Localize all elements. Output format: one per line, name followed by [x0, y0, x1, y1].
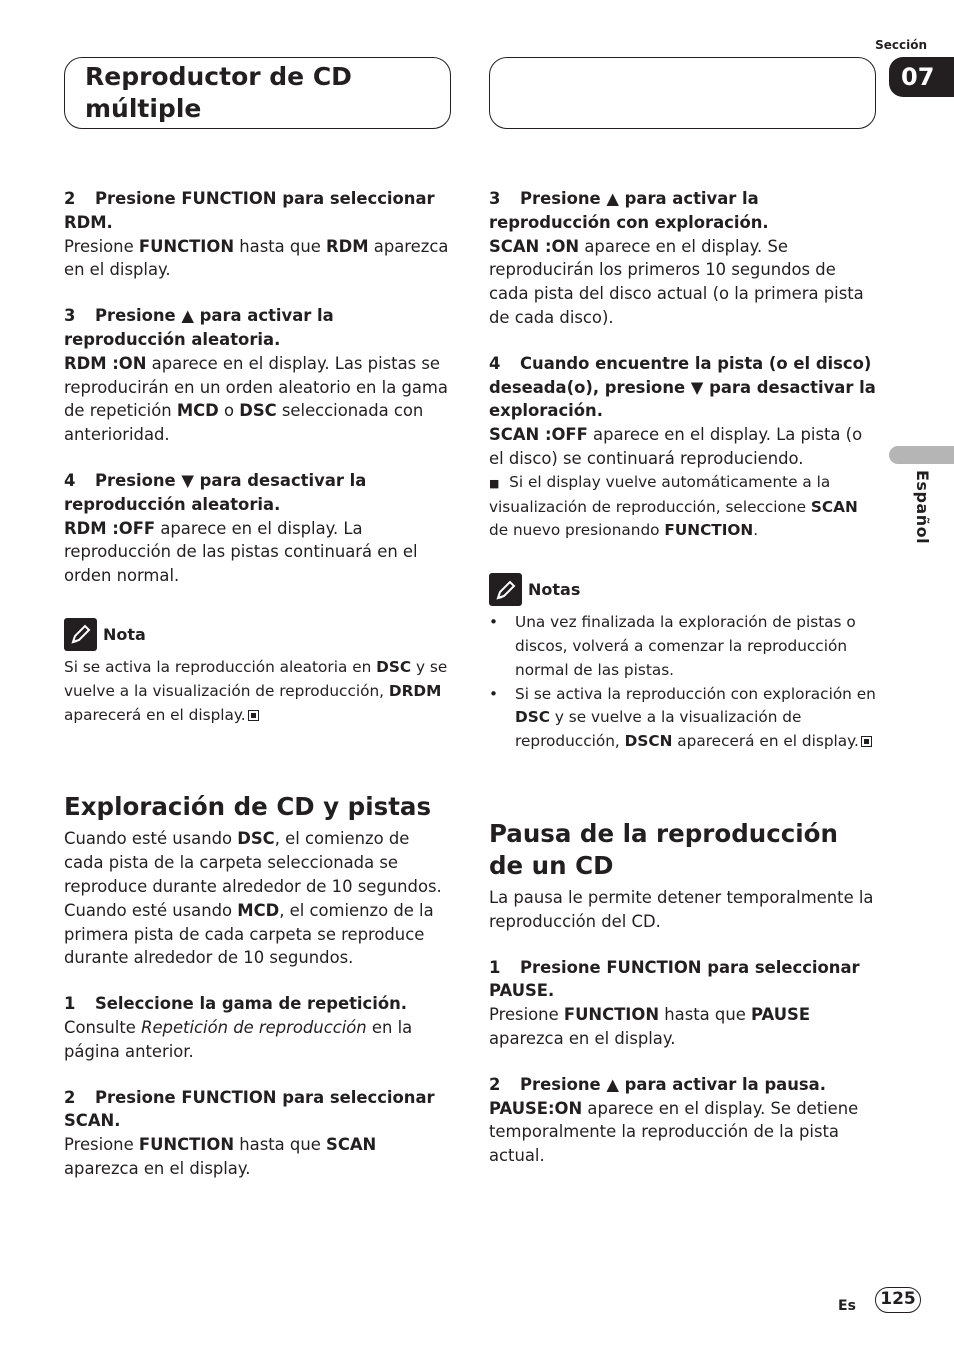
page-title-line1: Reproductor de CD	[85, 62, 352, 91]
left-column	[64, 187, 452, 1181]
step-body: Presione FUNCTION hasta que PAUSE aparezca en el display.	[489, 1005, 811, 1048]
header-title-box	[64, 57, 451, 129]
end-mark-icon	[248, 710, 259, 721]
step-body: SCAN :OFF aparece en el display. La pista (o el disco) se continuará reproduciendo.	[489, 425, 863, 468]
step-heading: 1 Seleccione la gama de repetición.	[64, 994, 408, 1014]
list-item: • Una vez finalizada la exploración de pistas o discos, volverá a comenzar la reproducción normal de las pistas.	[489, 613, 856, 679]
square-bullet-icon: ■	[489, 476, 500, 490]
page-title-line2: múltiple	[85, 94, 202, 123]
note-pencil-icon	[64, 618, 97, 651]
note-label: Nota	[103, 624, 146, 644]
section-heading-scan: Exploración de CD y pistas	[64, 792, 432, 822]
step-heading: 4 Presione ▼ para desactivar la reproducción aleatoria.	[64, 470, 367, 514]
note-header	[64, 618, 452, 651]
section-heading-pause: Pausa de la reproducción de un CD	[489, 818, 838, 880]
step-body: PAUSE:ON aparece en el display. Se detiene temporalmente la reproducción de la pista actual.	[489, 1098, 859, 1166]
section-number-tab: 07	[889, 57, 954, 97]
step-heading: 2 Presione ▲ para activar la pausa.	[489, 1074, 826, 1094]
note-text: Si se activa la reproducción aleatoria en DSC y se vuelve a la visualización de reproducción, DRDM aparecerá en el display.	[64, 657, 448, 724]
scan-intro: Cuando esté usando DSC, el comienzo de cada pista de la carpeta seleccionada se reproduce durante alrededor de 10 segundos. Cuando esté usando MCD, el comienzo de la primera pista de cada carpeta se reproduce durante alrededor de 10 segundos.	[64, 829, 442, 968]
step-body: Presione FUNCTION hasta que RDM aparezca en el display.	[64, 236, 449, 280]
step-heading: 3 Presione ▲ para activar la reproducción con exploración.	[489, 189, 769, 232]
header-empty-box	[489, 57, 876, 129]
notes-header	[489, 573, 877, 606]
step-body: Consulte Repetición de reproducción en la página anterior.	[64, 1017, 413, 1061]
page-title	[85, 61, 435, 125]
step-heading: 2 Presione FUNCTION para seleccionar RDM.	[64, 189, 435, 232]
note-pencil-icon	[489, 573, 522, 606]
page-number: 125	[875, 1287, 921, 1313]
pause-intro: La pausa le permite detener temporalmente la reproducción del CD.	[489, 887, 874, 931]
language-label: Español	[913, 470, 932, 545]
step-heading: 4 Cuando encuentre la pista (o el disco) deseada(o), presione ▼ para desactivar la exploración.	[489, 353, 876, 421]
step-heading: 3 Presione ▲ para activar la reproducción aleatoria.	[64, 306, 334, 349]
language-tab	[889, 446, 954, 464]
end-mark-icon	[861, 736, 872, 747]
step-heading: 2 Presione FUNCTION para seleccionar SCAN.	[64, 1087, 435, 1131]
step-body: SCAN :ON aparece en el display. Se reproducirán los primeros 10 segundos de cada pista del disco actual (o la primera pista de cada disco).	[489, 236, 864, 327]
tip-text: ■ Si el display vuelve automáticamente a la visualización de reproducción, seleccione SCAN de nuevo presionando FUNCTION.	[489, 472, 858, 540]
step-body: RDM :ON aparece en el display. Las pistas se reproducirán en un orden aleatorio en la gama de repetición MCD o DSC seleccionada con anterioridad.	[64, 353, 448, 445]
step-heading: 1 Presione FUNCTION para seleccionar PAUSE.	[489, 957, 860, 1001]
section-label: Sección	[875, 38, 927, 52]
step-body: Presione FUNCTION hasta que SCAN aparezca en el display.	[64, 1135, 377, 1178]
list-item: • Si se activa la reproducción con exploración en DSC y se vuelve a la visualización de reproducción, DSCN aparecerá en el display.	[489, 684, 876, 751]
notes-label: Notas	[528, 579, 581, 599]
step-body: RDM :OFF aparece en el display. La reproducción de las pistas continuará en el orden normal.	[64, 518, 418, 586]
footer-language: Es	[838, 1298, 856, 1314]
right-column	[489, 187, 877, 1168]
